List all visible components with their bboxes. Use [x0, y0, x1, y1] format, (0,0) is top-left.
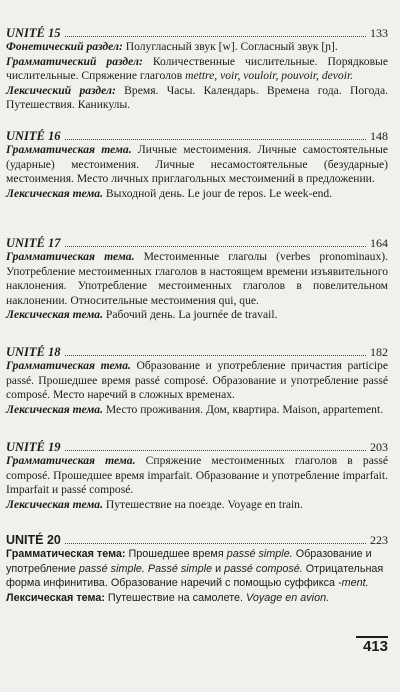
entry-label: Грамматическая тема. — [6, 250, 135, 263]
entry-body: Образование и употребление — [6, 548, 372, 575]
unit-heading — [6, 236, 388, 250]
unit-section — [6, 345, 388, 417]
unit-title: UNITÉ 15 — [6, 26, 64, 40]
entry-label: Лексическая тема. — [6, 308, 103, 322]
entry-text — [6, 143, 388, 187]
entry-text — [6, 454, 388, 498]
entry-body: Выходной день. Le jour de repos. Le week-end. — [102, 186, 333, 200]
entry-text — [6, 359, 388, 403]
unit-title: UNITÉ 17 — [6, 236, 64, 250]
unit-page-number: 203 — [367, 440, 388, 454]
entry-body: Личные местоимения. Личные самостоятельные (ударные) местоимения. Личные несамостоятельные (безударные) местоимения. Место личных приглагольных местоимений в предложении. — [6, 143, 389, 186]
entry-italic: -ment. — [338, 577, 369, 590]
entry-label: Грамматический раздел: — [6, 54, 143, 68]
entry-body: Прошедшее время — [125, 548, 227, 560]
entry-text — [6, 308, 388, 323]
entry-text — [6, 591, 388, 606]
entry-body: Рабочий день. La journée de travail. — [102, 308, 278, 322]
entry-label: Лексический раздел: — [6, 83, 116, 97]
entry-body: Путешествие на поезде. Voyage en train. — [102, 497, 303, 511]
unit-page-number: 133 — [367, 26, 388, 40]
entry-label: Грамматическая тема. — [6, 359, 131, 372]
entry-italic: passé composé. — [224, 562, 303, 575]
unit-title: UNITÉ 16 — [6, 129, 64, 143]
entry-text — [6, 40, 388, 55]
unit-section — [6, 533, 388, 605]
unit-title: UNITÉ 19 — [6, 440, 64, 454]
unit-page-number: 164 — [367, 236, 388, 250]
entry-text — [6, 498, 388, 513]
page-number: 413 — [362, 638, 388, 655]
entry-body: Полугласный звук [w]. Согласный звук [ɲ]. — [122, 40, 338, 53]
unit-heading — [6, 533, 388, 547]
entry-body: Место проживания. Дом, квартира. Maison, appartement. — [102, 402, 384, 416]
unit-page-number: 182 — [367, 345, 388, 359]
entry-body: Местоименные глаголы (verbes pronominaux). Употребление местоименных глаголов в настоящем времени изъявительного наклонения. Употребление местоименных глаголов в повелительном наклонении. Относительные местоимения qui, que. — [6, 250, 388, 307]
entry-italic: Voyage en avion. — [246, 591, 330, 604]
entry-label: Лексическая тема. — [6, 497, 103, 511]
entry-label: Грамматическая тема. — [6, 143, 132, 156]
entry-italic: mettre, voir, vouloir, pouvoir, devoir. — [185, 69, 354, 83]
entry-label: Лексическая тема. — [6, 402, 103, 416]
unit-heading — [6, 440, 388, 454]
entry-italic: passé simple. Passé simple — [78, 562, 213, 575]
entry-label: Грамматическая тема: — [6, 548, 126, 560]
entry-body: Образование и употребление причастия participe passé. Прошедшее время passé composé. Образование и употребление passé composé. Место наречий в сложных временах. — [6, 359, 388, 402]
entry-label: Грамматическая тема. — [6, 454, 136, 467]
unit-section — [6, 236, 388, 323]
entry-body: Отрицательная форма инфинитива. Образование наречий с помощью суффикса — [6, 562, 384, 590]
unit-heading — [6, 129, 388, 143]
entry-body: и — [212, 562, 225, 575]
unit-title: UNITÉ 20 — [6, 533, 64, 547]
entry-body: Спряжение местоименных глаголов в passé composé. Прошедшее время imparfait. Образование и употребление imparfait. Imparfait и passé composé. — [6, 454, 389, 497]
unit-section — [6, 26, 388, 113]
entry-text — [6, 403, 388, 418]
unit-section — [6, 440, 388, 512]
entry-body: Путешествие на самолете. — [104, 591, 247, 604]
entry-text — [6, 187, 388, 202]
unit-section — [6, 129, 388, 201]
entry-text — [6, 55, 388, 84]
unit-heading — [6, 26, 388, 40]
unit-title: UNITÉ 18 — [6, 345, 64, 359]
entry-label: Лексическая тема: — [6, 591, 105, 604]
entry-text — [6, 547, 388, 591]
entry-body: Время. Часы. Календарь. Времена года. Погода. Путешествия. Каникулы. — [6, 83, 389, 112]
entry-label: Лексическая тема. — [6, 186, 103, 200]
entry-italic: passé simple. — [226, 548, 293, 560]
entry-text — [6, 84, 388, 113]
unit-page-number: 148 — [367, 129, 388, 143]
entry-label: Фонетический раздел: — [6, 40, 123, 53]
unit-heading — [6, 345, 388, 359]
entry-body: Количественные числительные. Порядковые числительные. Спряжение глаголов — [6, 54, 388, 83]
unit-page-number: 223 — [367, 533, 388, 547]
entry-text — [6, 250, 388, 308]
